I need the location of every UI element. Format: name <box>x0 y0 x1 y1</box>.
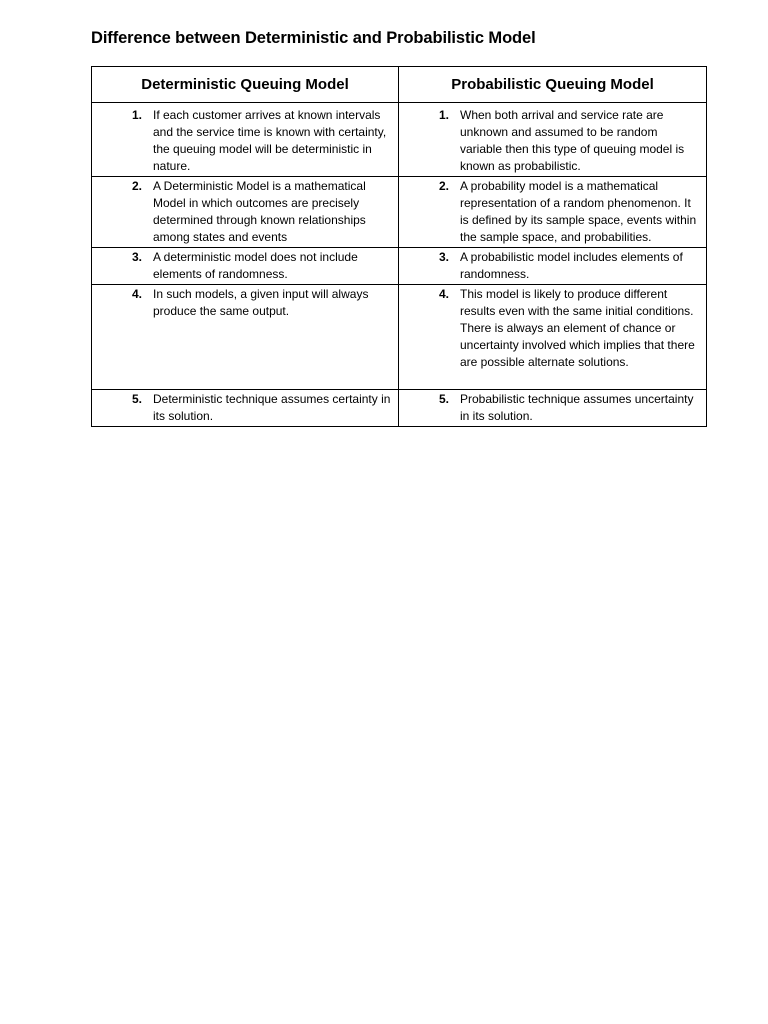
probabilistic-text: A probability model is a mathematical representation of a random phenomenon. It is defined by its sample space, events within the sample space, and probabilities. <box>460 179 697 244</box>
probabilistic-cell <box>399 248 707 285</box>
deterministic-text: A Deterministic Model is a mathematical Model in which outcomes are precisely determined through known relationships among states and events <box>153 179 366 244</box>
probabilistic-text: This model is likely to produce different results even with the same initial conditions. There is always an element of chance or uncertainty involved which implies that there are possible alternate solutions. <box>460 287 695 369</box>
deterministic-text: In such models, a given input will always produce the same output. <box>153 287 369 318</box>
table-row <box>92 285 707 390</box>
item-number: 3. <box>131 250 142 264</box>
probabilistic-cell <box>399 177 707 248</box>
probabilistic-cell <box>399 285 707 390</box>
probabilistic-text: A probabilistic model includes elements of randomness. <box>460 250 683 281</box>
item-number: 5. <box>438 392 449 406</box>
item-number: 3. <box>438 250 449 264</box>
deterministic-cell <box>92 248 399 285</box>
table-row <box>92 248 707 285</box>
deterministic-cell <box>92 285 399 390</box>
probabilistic-cell <box>399 103 707 177</box>
item-number: 1. <box>438 108 449 122</box>
header-deterministic: Deterministic Queuing Model <box>92 67 399 103</box>
deterministic-text: If each customer arrives at known intervals and the service time is known with certainty, the queuing model will be deterministic in nature. <box>153 108 387 173</box>
item-number: 4. <box>438 287 449 301</box>
header-probabilistic: Probabilistic Queuing Model <box>399 67 707 103</box>
deterministic-text: A deterministic model does not include elements of randomness. <box>153 250 358 281</box>
table-header-row <box>92 67 707 103</box>
deterministic-cell <box>92 390 399 427</box>
probabilistic-text: When both arrival and service rate are unknown and assumed to be random variable then this type of queuing model is known as probabilistic. <box>460 108 685 173</box>
item-number: 4. <box>131 287 142 301</box>
probabilistic-text: Probabilistic technique assumes uncertainty in its solution. <box>460 392 694 423</box>
item-number: 5. <box>131 392 142 406</box>
deterministic-cell <box>92 103 399 177</box>
table-row <box>92 390 707 427</box>
probabilistic-cell <box>399 390 707 427</box>
item-number: 2. <box>438 179 449 193</box>
document-title: Difference between Deterministic and Probabilistic Model <box>91 29 536 47</box>
item-number: 2. <box>131 179 142 193</box>
deterministic-cell <box>92 177 399 248</box>
comparison-table <box>91 66 707 427</box>
item-number: 1. <box>131 108 142 122</box>
table-row <box>92 103 707 177</box>
table-row <box>92 177 707 248</box>
deterministic-text: Deterministic technique assumes certainty in its solution. <box>153 392 391 423</box>
